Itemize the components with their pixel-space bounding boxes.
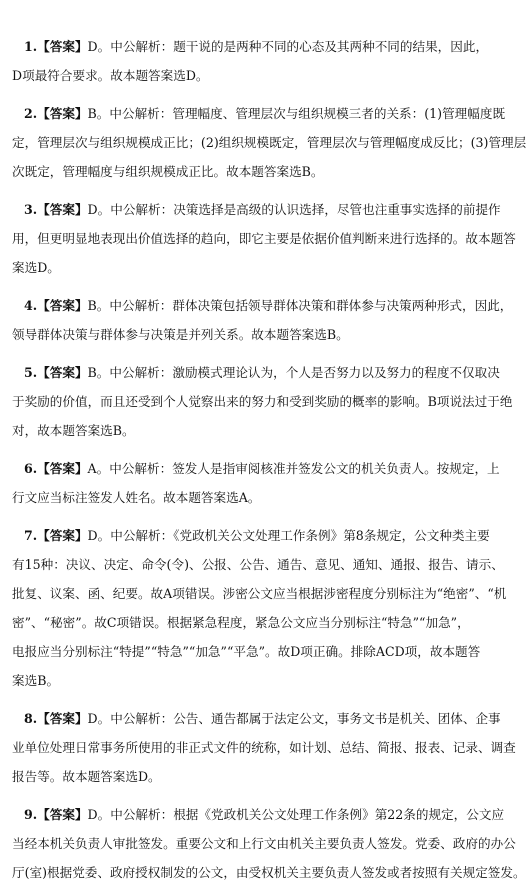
explanation-text: 次既定，管理幅度与组织规模成正比。故本题答案选B。	[12, 164, 324, 179]
item-number: 3.	[24, 202, 38, 217]
answer-tag: 【答案】	[37, 711, 88, 726]
answer-item	[12, 99, 526, 186]
answer-tag: 【答案】	[37, 461, 88, 476]
explanation-text: 业单位处理日常事务所使用的非正式文件的统称，如计划、总结、简报、报表、记录、调查	[12, 740, 516, 755]
explanation-text: 厅(室)根据党委、政府授权制发的公文，由受权机关主要负责人签发或者按照有关规定签发。	[12, 865, 526, 880]
answer-tag: 【答案】	[37, 807, 88, 822]
answer-item	[12, 704, 516, 791]
item-number: 8.	[24, 711, 38, 726]
explanation-text: 当经本机关负责人审批签发。重要公文和上行文由机关主要负责人签发。党委、政府的办公	[12, 836, 516, 851]
answer-item	[12, 195, 516, 282]
item-number: 7.	[24, 528, 38, 543]
item-number: 4.	[24, 298, 38, 313]
answer-line	[12, 128, 526, 157]
answer-line	[12, 666, 462, 695]
answer-line	[12, 320, 462, 349]
explanation-text: 电报应当分别标注“特提”“特急”“加急”“平急”。故D项正确。排除ACD项，故本题答	[12, 644, 481, 659]
answer-tag: 【答案】	[37, 39, 88, 54]
explanation-text: 案选D。	[12, 260, 60, 275]
answer-line	[12, 387, 513, 416]
answer-line	[12, 733, 516, 762]
answer-line	[12, 99, 506, 128]
answer-line	[12, 704, 501, 733]
answer-item	[12, 291, 513, 349]
answer-line	[12, 762, 462, 791]
answer-line	[12, 253, 462, 282]
item-number: 2.	[24, 106, 38, 121]
answer-tag: 【答案】	[37, 528, 88, 543]
answer-line	[12, 195, 501, 224]
explanation-text: 于奖励的价值，而且还受到个人觉察出来的努力和受到奖励的概率的影响。B项说法过于绝	[12, 394, 513, 409]
answer-line	[12, 454, 500, 483]
explanation-text: A。中公解析：签发人是指审阅核准并签发公文的机关负责人。按规定，上	[87, 461, 500, 476]
item-number: 6.	[24, 461, 38, 476]
item-number: 9.	[24, 807, 38, 822]
answer-line	[12, 157, 462, 186]
explanation-text: D项最符合要求。故本题答案选D。	[12, 68, 209, 83]
answer-line	[12, 416, 462, 445]
explanation-text: 行文应当标注签发人姓名。故本题答案选A。	[12, 490, 261, 505]
explanation-text: B。中公解析：群体决策包括领导群体决策和群体参与决策两种形式，因此，	[87, 298, 513, 313]
answer-tag: 【答案】	[37, 298, 88, 313]
explanation-text: 对，故本题答案选B。	[12, 423, 135, 438]
answer-line	[12, 521, 490, 550]
answer-item	[12, 32, 489, 90]
answer-line	[12, 61, 462, 90]
explanation-text: 密”、“秘密”。故C项错误。根据紧急程度，紧急公文应当分别标注“特急”“加急”，	[12, 615, 470, 630]
explanation-text: 有15种：决议、决定、命令(令)、公报、公告、通告、意见、通知、通报、报告、请示、	[12, 557, 504, 572]
answer-line	[12, 829, 516, 858]
answer-line	[12, 358, 500, 387]
answer-line	[12, 32, 489, 61]
answer-tag: 【答案】	[37, 106, 88, 121]
answer-item	[12, 358, 513, 445]
answer-line	[12, 224, 516, 253]
answer-line	[12, 291, 513, 320]
answer-item	[12, 521, 507, 695]
answer-line	[12, 800, 505, 829]
explanation-text: B。中公解析：激励模式理论认为，个人是否努力以及努力的程度不仅取决	[87, 365, 500, 380]
answer-line	[12, 550, 504, 579]
explanation-text: D。中公解析：决策选择是高级的认识选择，尽管也注重事实选择的前提作	[87, 202, 501, 217]
answer-line	[12, 608, 470, 637]
answer-line	[12, 637, 481, 666]
explanation-text: D。中公解析：《党政机关公文处理工作条例》第8条规定，公文种类主要	[87, 528, 490, 543]
item-number: 5.	[24, 365, 38, 380]
answer-line	[12, 579, 507, 608]
explanation-text: 案选B。	[12, 673, 60, 688]
answer-item	[12, 800, 526, 887]
item-number: 1.	[24, 39, 38, 54]
explanation-text: 领导群体决策与群体参与决策是并列关系。故本题答案选B。	[12, 327, 349, 342]
explanation-text: 用，但更明显地表现出价值选择的趋向，即它主要是依据价值判断来进行选择的。故本题答	[12, 231, 516, 246]
answer-item	[12, 454, 500, 512]
answer-tag: 【答案】	[37, 202, 88, 217]
explanation-text: D。中公解析：根据《党政机关公文处理工作条例》第22条的规定，公文应	[87, 807, 505, 822]
explanation-text: 定，管理层次与组织规模成正比；(2)组织规模既定，管理层次与管理幅度成反比；(3)管理层	[12, 135, 526, 150]
explanation-text: 批复、议案、函、纪要。故A项错误。涉密公文应当根据涉密程度分别标注为“绝密”、“机	[12, 586, 507, 601]
explanation-text: D。中公解析：公告、通告都属于法定公文，事务文书是机关、团体、企事	[87, 711, 501, 726]
explanation-text: B。中公解析：管理幅度、管理层次与组织规模三者的关系：(1)管理幅度既	[87, 106, 506, 121]
answer-line	[12, 483, 462, 512]
answer-line	[12, 858, 526, 887]
explanation-text: 报告等。故本题答案选D。	[12, 769, 161, 784]
answer-tag: 【答案】	[37, 365, 88, 380]
explanation-text: D。中公解析：题干说的是两种不同的心态及其两种不同的结果，因此，	[87, 39, 489, 54]
